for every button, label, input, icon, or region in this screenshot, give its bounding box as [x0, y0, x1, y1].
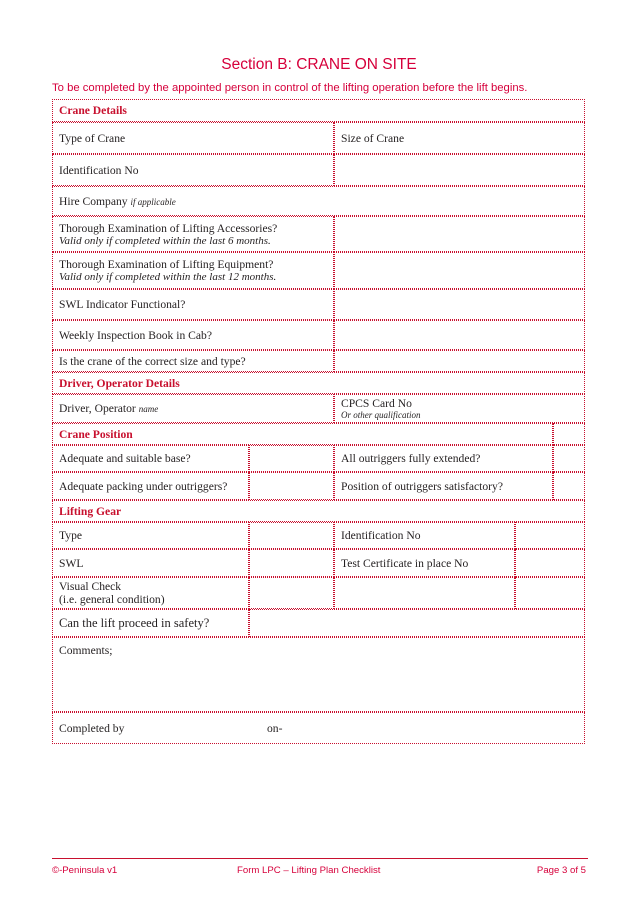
field-visual-check-extra-2[interactable]	[515, 577, 585, 609]
footer-right: Page 3 of 5	[536, 865, 586, 876]
label-outriggers-position: Position of outriggers satisfactory?	[334, 472, 553, 500]
field-comments[interactable]	[52, 637, 585, 712]
field-outriggers-position[interactable]	[553, 472, 585, 500]
label-adequate-base: Adequate and suitable base?	[52, 445, 249, 472]
label-on: on-	[267, 721, 283, 735]
footer-left: ©-Peninsula v1	[52, 865, 118, 876]
label-driver-operator: Driver, Operator name	[52, 394, 334, 423]
section-crane-details: Crane Details	[52, 99, 585, 122]
page-title: Section B: CRANE ON SITE	[221, 56, 417, 73]
field-gear-type[interactable]	[249, 522, 334, 549]
label-swl: SWL	[52, 549, 249, 577]
label-hire-company: Hire Company if applicable	[52, 186, 585, 216]
label-outriggers-extended: All outriggers fully extended?	[334, 445, 553, 472]
page-subtitle: To be completed by the appointed person in control of the lifting operation before the lift begins.	[52, 82, 528, 94]
label-cpcs-card: CPCS Card No Or other qualification	[334, 394, 585, 423]
footer-center: Form LPC – Lifting Plan Checklist	[237, 865, 381, 876]
field-outriggers-extended[interactable]	[553, 445, 585, 472]
field-test-certificate[interactable]	[515, 549, 585, 577]
label-gear-type: Type	[52, 522, 249, 549]
label-test-certificate: Test Certificate in place No	[334, 549, 515, 577]
label-identification-no: Identification No	[52, 154, 334, 186]
label-weekly-inspection: Weekly Inspection Book in Cab?	[52, 320, 334, 350]
field-adequate-packing[interactable]	[249, 472, 334, 500]
field-exam-accessories[interactable]	[334, 216, 585, 252]
label-completed-by: Completed by	[59, 721, 125, 735]
field-gear-identification[interactable]	[515, 522, 585, 549]
field-swl[interactable]	[249, 549, 334, 577]
section-lifting-gear: Lifting Gear	[52, 500, 585, 522]
label-gear-identification: Identification No	[334, 522, 515, 549]
crane-on-site-form	[52, 99, 585, 745]
field-swl-indicator[interactable]	[334, 289, 585, 320]
field-lift-proceed[interactable]	[249, 609, 585, 637]
field-weekly-inspection[interactable]	[334, 320, 585, 350]
label-comments: Comments;	[59, 644, 113, 657]
field-identification-no[interactable]	[334, 154, 585, 186]
label-size-of-crane: Size of Crane	[334, 122, 585, 154]
field-adequate-base[interactable]	[249, 445, 334, 472]
label-visual-check: Visual Check (i.e. general condition)	[52, 577, 249, 609]
section-driver-details: Driver, Operator Details	[52, 372, 585, 394]
label-type-of-crane: Type of Crane	[52, 122, 334, 154]
label-exam-equipment: Thorough Examination of Lifting Equipment? Valid only if completed within the last 12 months.	[52, 252, 334, 289]
field-visual-check-extra[interactable]	[334, 577, 515, 609]
label-adequate-packing: Adequate packing under outriggers?	[52, 472, 249, 500]
section-crane-position: Crane Position	[52, 423, 553, 445]
row-completed-by[interactable]	[52, 712, 585, 744]
label-lift-proceed: Can the lift proceed in safety?	[52, 609, 249, 637]
cell-crane-position-blank	[553, 423, 585, 445]
field-visual-check[interactable]	[249, 577, 334, 609]
label-correct-size: Is the crane of the correct size and type?	[52, 350, 334, 372]
label-swl-indicator: SWL Indicator Functional?	[52, 289, 334, 320]
footer-divider	[52, 858, 588, 859]
field-exam-equipment[interactable]	[334, 252, 585, 289]
field-correct-size[interactable]	[334, 350, 585, 372]
label-exam-accessories: Thorough Examination of Lifting Accessories? Valid only if completed within the last 6 months.	[52, 216, 334, 252]
